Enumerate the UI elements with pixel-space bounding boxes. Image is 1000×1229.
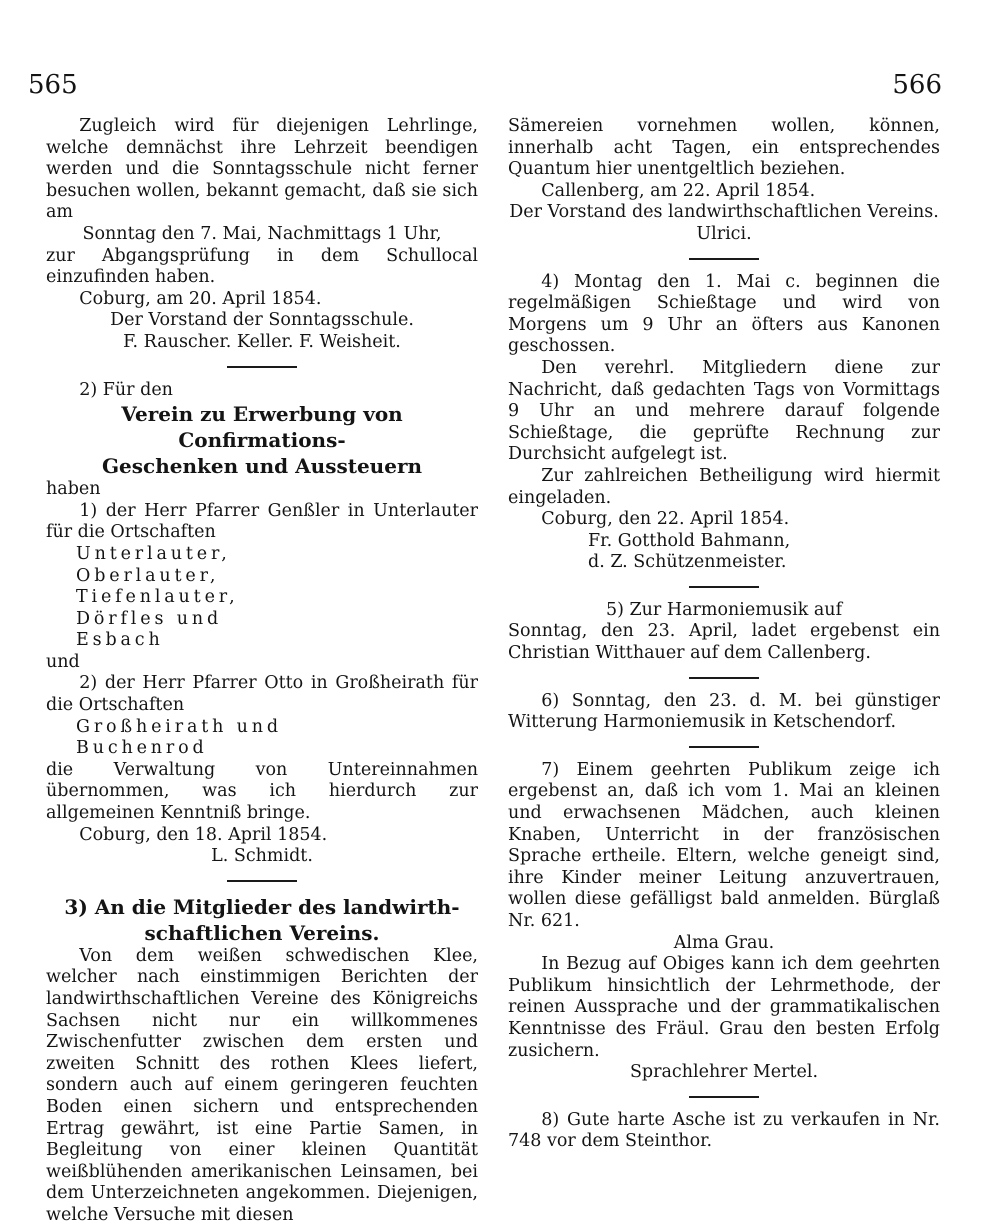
page-number-right: 566 — [892, 70, 942, 100]
section-4-body: 4) Montag den 1. Mai c. beginnen die regelmäßigen Schießtage und wird von Morgens um 9 Uhr an öfters aus Kanonen geschossen. — [508, 271, 940, 357]
exam-date-line: Sonntag den 7. Mai, Nachmittags 1 Uhr, — [82, 223, 442, 244]
section-divider — [689, 746, 759, 748]
signatures: F. Rauscher. Keller. F. Weisheit. — [123, 331, 401, 352]
section-divider — [227, 366, 297, 368]
section-3-continuation: Sämereien vornehmen wollen, können, innerhalb acht Tagen, ein entsprechendes Quantum hier unentgeltlich beziehen. — [508, 116, 940, 180]
section-2-intro: 2) Für den — [79, 379, 173, 400]
section-divider — [689, 677, 759, 679]
section-4-body-3: Zur zahlreichen Betheiligung wird hiermit eingeladen. — [508, 465, 940, 508]
section-2-title-line-2: Geschenken und Aussteuern — [101, 454, 423, 479]
section-3-title-line-2: schaftlichen Vereins. — [144, 920, 380, 945]
section-3-body: Von dem weißen schwedischen Klee, welcher nach einstimmigen Berichten der landwirthschaftlichen Vereine des Königreichs Sachsen nicht nur ein willkommenes Zwischenfutter zwischen dem ersten und zweiten Schnitt des rothen Klees liefert, sondern auch auf einem geringeren feuchten Boden einen sichern und entsprechenden Ertrag gewährt, ist eine Partie Samen, in Begleitung von einer kleinen Quantität weißblühenden amerikanischen Leinsamen, bei dem Unterzeichneten angekommen. Diejenigen, welche Versuche mit diesen — [46, 945, 478, 1225]
section-divider — [689, 258, 759, 260]
section-3-place-date: Callenberg, am 22. April 1854. — [541, 180, 816, 201]
section-3-signature: Ulrici. — [696, 223, 752, 244]
section-2-title-line-1: Verein zu Erwerbung von Confirmations- — [121, 402, 403, 453]
section-7-body: 7) Einem geehrten Publikum zeige ich ergebenst an, daß ich vom 1. Mai an kleinen und erwachsenen Mädchen, auch kleinen Knaben, Unterricht in der französischen Sprache ertheile. Eltern, welche geneigt sind, ihre Kinder meiner Leitung anzuvertrauen, wollen diese gefälligst bald anmelden. Bürglaß Nr. 621. — [508, 759, 940, 931]
section-divider — [227, 880, 297, 882]
section-2-und: und — [46, 651, 80, 672]
section-4-body-2: Den verehrl. Mitgliedern diene zur Nachricht, daß gedachten Tags von Vormittags 9 Uhr an und mehrere darauf folgende Schießtage, die geprüfte Rechnung zur Durchsicht aufgelegt ist. — [508, 357, 940, 465]
section-4-signature-1: Fr. Gotthold Bahmann, — [588, 530, 791, 551]
section-7-signature: Alma Grau. — [673, 932, 775, 953]
place-name: Buchenrod — [76, 738, 208, 759]
section-divider — [689, 1096, 759, 1098]
section-4-signature-2: d. Z. Schützenmeister. — [588, 552, 787, 573]
section-2-item-1: 1) der Herr Pfarrer Genßler in Unterlauter für die Ortschaften — [46, 500, 478, 543]
section-2-haben: haben — [46, 479, 101, 500]
section-2-signature: L. Schmidt. — [211, 846, 313, 867]
page-number-left: 565 — [28, 70, 78, 100]
section-7-body-2: In Bezug auf Obiges kann ich dem geehrten Publikum hinsichtlich der Lehrmethode, der reinen Aussprache und der grammatikalischen Kenntnisse des Fräul. Grau den besten Erfolg zusichern. — [508, 954, 940, 1061]
exam-purpose: zur Abgangsprüfung in dem Schullocal einzufinden haben. — [46, 245, 478, 288]
section-2-end: die Verwaltung von Untereinnahmen übernommen, was ich hierdurch zur allgemeinen Kenntniß bringe. — [46, 759, 478, 824]
section-5-body: Sonntag, den 23. April, ladet ergebenst ein Christian Witthauer auf dem Callenberg. — [508, 621, 940, 664]
section-2-item-2: 2) der Herr Pfarrer Otto in Großheirath für die Ortschaften — [46, 673, 478, 716]
section-4-place-date: Coburg, den 22. April 1854. — [541, 509, 790, 530]
intro-paragraph: Zugleich wird für diejenigen Lehrlinge, welche demnächst ihre Lehrzeit beendigen werden und die Sonntagsschule nicht ferner besuchen wollen, bekannt gemacht, daß sie sich am — [46, 116, 478, 223]
section-divider — [689, 586, 759, 588]
section-3-board: Der Vorstand des landwirthschaftlichen Vereins. — [509, 202, 939, 223]
place-name: Großheirath und — [76, 716, 282, 737]
section-6-body: 6) Sonntag, den 23. d. M. bei günstiger Witterung Harmoniemusik in Ketschendorf. — [508, 690, 940, 733]
section-5-heading: 5) Zur Harmoniemusik auf — [605, 599, 843, 620]
section-8-body: 8) Gute harte Asche ist zu verkaufen in Nr. 748 vor dem Steinthor. — [508, 1109, 940, 1152]
right-column — [508, 116, 940, 1153]
place-name: Unterlauter, — [76, 543, 231, 564]
section-3-title-line-1: 3) An die Mitglieder des landwirth- — [64, 894, 460, 919]
place-name: Oberlauter, — [76, 565, 220, 586]
place-name: Esbach — [76, 630, 164, 651]
board-signature: Der Vorstand der Sonntagsschule. — [110, 310, 414, 331]
place-name: Tiefenlauter, — [76, 587, 239, 608]
place-date: Coburg, am 20. April 1854. — [79, 288, 322, 309]
left-column — [46, 116, 478, 1227]
place-name: Dörfles und — [76, 608, 222, 629]
section-2-place-date: Coburg, den 18. April 1854. — [79, 824, 328, 845]
section-7-signature-2: Sprachlehrer Mertel. — [629, 1062, 819, 1083]
